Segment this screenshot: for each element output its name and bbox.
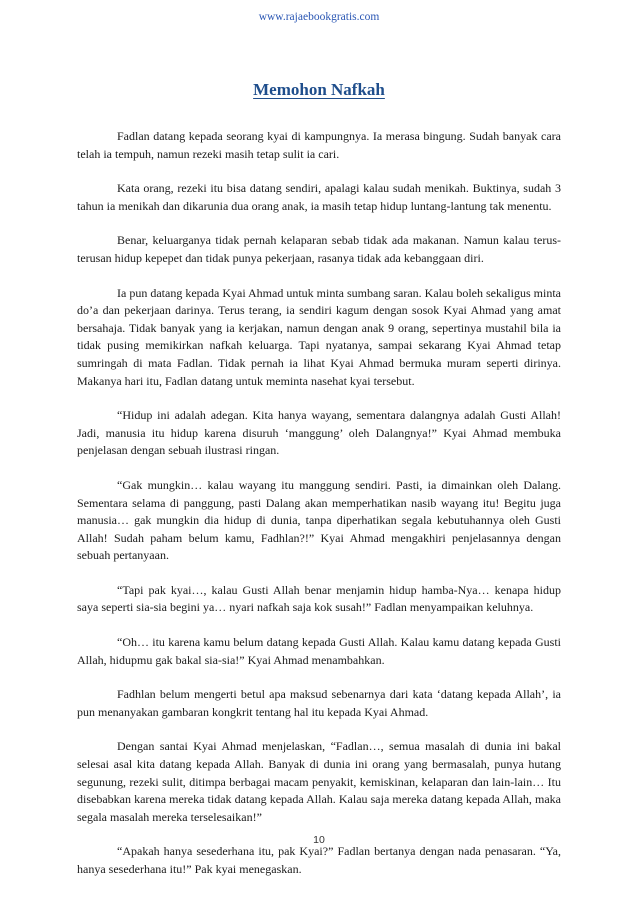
paragraph: “Hidup ini adalah adegan. Kita hanya wayang, sementara dalangnya adalah Gusti Allah! Jadi, manusia itu hidup karena disuruh ‘manggung’ oleh Dalangnya!” Kyai Ahmad membuka penjelasan dengan sebuah ilustrasi ringan. [77,408,561,458]
page-title [0,80,638,100]
document-body [77,128,561,896]
paragraph: “Tapi pak kyai…, kalau Gusti Allah benar menjamin hidup hamba-Nya… kenapa hidup saya seperti sia-sia begini ya… nyari nafkah saja kok susah!” Fadlan menyampaikan keluhnya. [77,582,561,615]
paragraph: “Oh… itu karena kamu belum datang kepada Gusti Allah. Kalau kamu datang kepada Gusti Allah, hidupmu gak bakal sia-sia!” Kyai Ahmad menambahkan. [77,635,561,667]
page-title-text: Memohon Nafkah [253,80,385,99]
paragraph: Fadhlan belum mengerti betul apa maksud sebenarnya dari kata ‘datang kepada Allah’, ia pun menanyakan gambaran kongkrit tentang hal itu kepada Kyai Ahmad. [77,687,561,719]
paragraph: “Apakah hanya sesederhana itu, pak Kyai?” Fadlan bertanya dengan nada penasaran. “Ya, hanya sesederhana itu!” Pak kyai menegaskan. [77,844,561,876]
paragraph: Kata orang, rezeki itu bisa datang sendiri, apalagi kalau sudah menikah. Buktinya, sudah 3 tahun ia menikah dan dikarunia dua orang anak, ia masih tetap hidup luntang-lantung tak menentu. [77,181,561,213]
header-url: www.rajaebookgratis.com [258,11,380,23]
page-number: 10 [313,834,325,846]
paragraph: Ia pun datang kepada Kyai Ahmad untuk minta sumbang saran. Kalau boleh sekaligus minta do’a dan pekerjaan darinya. Terus terang, ia sendiri kagum dengan sosok Kyai Ahmad yang amat bersahaja. Tidak banyak yang ia kerjakan, namun dengan anak 9 orang, sepertinya mustahil bila ia tidak pusing memikirkan nafkah keluarga. Tapi nyatanya, sampai sekarang Kyai Ahmad tetap sumringah di mata Fadlan. Tidak pernah ia lihat Kyai Ahmad bermuka muram seperti dirinya. Makanya hari itu, Fadlan datang untuk meminta nasehat kyai tersebut. [77,285,561,388]
paragraph: “Gak mungkin… kalau wayang itu manggung sendiri. Pasti, ia dimainkan oleh Dalang. Sementara selama di panggung, pasti Dalang akan memperhatikan nasib wayang itu! Begitu juga manusia… gak mungkin dia hidup di dunia, tanpa diperhatikan segala kebutuhannya oleh Gusti Allah! Sudah paham belum kamu, Fadhlan?!” Kyai Ahmad mengakhiri penjelasannya dengan sebuah pertanyaan. [77,477,561,563]
paragraph: Dengan santai Kyai Ahmad menjelaskan, “Fadlan…, semua masalah di dunia ini bakal selesai asal kita datang kepada Allah. Banyak di dunia ini orang yang bermasalah, punya hutang segunung, rezeki sulit, ditimpa berbagai macam penyakit, kemiskinan, kelaparan dan lain-lain… Itu disebabkan karena mereka tidak datang kepada Allah. Kalau saja mereka datang kepada Allah, maka segala masalah mereka terselesaikan!” [77,739,561,824]
paragraph: Benar, keluarganya tidak pernah kelaparan sebab tidak ada makanan. Namun kalau terus-terusan hidup kepepet dan tidak punya pekerjaan, rasanya tidak ada kebanggaan diri. [77,233,561,265]
paragraph: Fadlan datang kepada seorang kyai di kampungnya. Ia merasa bingung. Sudah banyak cara telah ia tempuh, namun rezeki masih tetap sulit ia cari. [77,129,561,161]
